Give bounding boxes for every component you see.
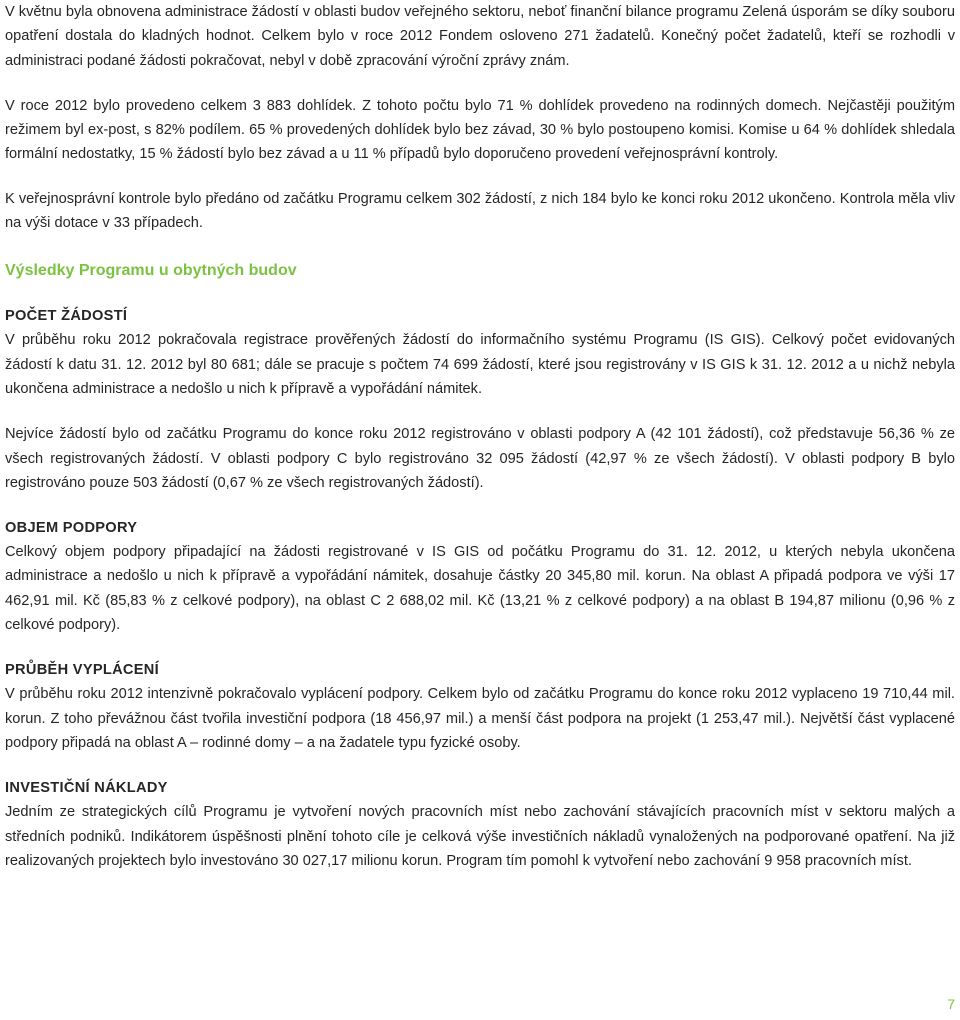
intro-paragraph-3: K veřejnosprávní kontrole bylo předáno od začátku Programu celkem 302 žádostí, z nich 184 bylo ke konci roku 2012 ukončeno. Kontrola měla vliv na výši dotace v 33 případech. — [5, 190, 955, 232]
intro-paragraph-1: V květnu byla obnovena administrace žádostí v oblasti budov veřejného sektoru, neboť finanční bilance programu Zelená úsporám se díky souboru opatření dostala do kladných hodnot. Celkem bylo v roce 2012 Fondem osloveno 271 žadatelů. Konečný počet žadatelů, kteří se rozhodli v administraci podané žádosti pokračovat, nebyl v době zpracování výroční zprávy znám. — [5, 4, 955, 69]
page-number: 7 — [947, 996, 955, 1012]
pocet-paragraph-1: V průběhu roku 2012 pokračovala registrace prověřených žádostí do informačního systému Programu (IS GIS). Celkový počet evidovaných žádostí k datu 31. 12. 2012 byl 80 681; dále se pracuje s počtem 74 699 žádostí, které jsou registrovány v IS GIS k 31. 12. 2012 a u nichž nebyla ukončena administrace a nedošlo u nich k přípravě a vypořádání námitek. — [5, 332, 955, 397]
heading-prubeh-vyplaceni: PRŮBĚH VYPLÁCENÍ — [5, 662, 160, 679]
intro-paragraph-2: V roce 2012 bylo provedeno celkem 3 883 dohlídek. Z tohoto počtu bylo 71 % dohlídek provedeno na rodinných domech. Nejčastěji použitým režimem byl ex-post, s 82% podílem. 65 % provedených dohlídek bylo bez závad, 30 % bylo postoupeno komisi. Komise u 64 % dohlídek shledala formální nedostatky, 15 % žádostí bylo bez závad a u 11 % případů bylo doporučeno provedení veřejnosprávní kontroly. — [5, 97, 955, 163]
document-page — [5, 0, 955, 873]
heading-pocet-zadosti: POČET ŽÁDOSTÍ — [5, 308, 128, 325]
heading-objem-podpory: OBJEM PODPORY — [5, 520, 138, 537]
section-title: Výsledky Programu u obytných budov — [5, 262, 297, 280]
investicni-paragraph: Jedním ze strategických cílů Programu je vytvoření nových pracovních míst nebo zachování stávajících pracovních míst v sektoru malých a středních podniků. Indikátorem úspěšnosti plnění tohoto cíle je celková výše investičních nákladů vynaložených na podporované opatření. Na již realizovaných projektech bylo investováno 30 027,17 milionu korun. Program tím pomohl k vytvoření nebo zachování 9 958 pracovních míst. — [5, 804, 955, 869]
heading-investicni-naklady: INVESTIČNÍ NÁKLADY — [5, 780, 168, 797]
objem-paragraph: Celkový objem podpory připadající na žádosti registrované v IS GIS od počátku Programu do 31. 12. 2012, u kterých nebyla ukončena administrace a nedošlo u nich k přípravě a vypořádání námitek, dosahuje částky 20 345,80 mil. korun. Na oblast A připadá podpora ve výši 17 462,91 mil. Kč (85,83 % z celkové podpory), na oblast C 2 688,02 mil. Kč (13,21 % z celkové podpory) a na oblast B 194,87 milionu (0,96 % z celkové podpory). — [5, 544, 955, 634]
prubeh-paragraph: V průběhu roku 2012 intenzivně pokračovalo vyplácení podpory. Celkem bylo od začátku Programu do konce roku 2012 vyplaceno 19 710,44 mil. korun. Z toho převážnou část tvořila investiční podpora (18 456,97 mil.) a menší část podpora na projekt (1 253,47 mil.). Největší část vyplacené podpory připadá na oblast A – rodinné domy – a na žadatele typu fyzické osoby. — [5, 686, 955, 751]
pocet-paragraph-2: Nejvíce žádostí bylo od začátku Programu do konce roku 2012 registrováno v oblasti podpory A (42 101 žádostí), což představuje 56,36 % ze všech registrovaných žádostí. V oblasti podpory C bylo registrováno 32 095 žádostí (42,97 % ze všech žádostí). V oblasti podpory B bylo registrováno pouze 503 žádostí (0,67 % ze všech registrovaných žádostí). — [5, 426, 955, 491]
